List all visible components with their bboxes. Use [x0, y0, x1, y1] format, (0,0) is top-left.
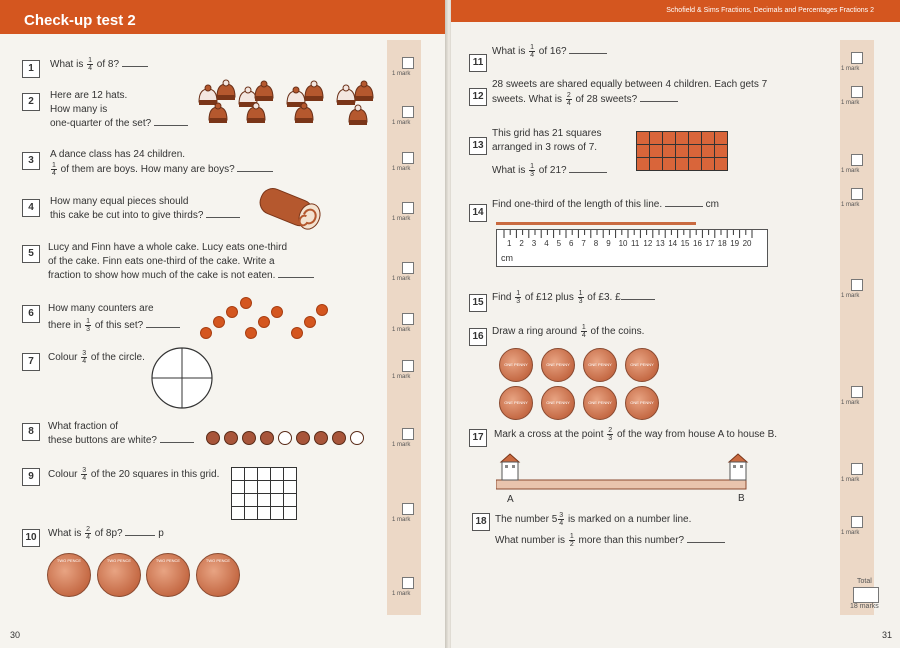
grid-square: [715, 145, 728, 158]
grid-square[interactable]: [232, 481, 245, 494]
grid-square: [637, 132, 650, 145]
ruler-number: 15: [680, 239, 690, 248]
ruler: [496, 229, 768, 267]
grid-square: [702, 158, 715, 171]
grid-square: [715, 158, 728, 171]
question-6-text: How many counters are there in $\frac{1}{3}$ of this set?: [48, 302, 180, 333]
question-11-text: What is $\frac{1}{4}$ of 16?: [492, 44, 607, 59]
mark-label: 1 mark: [392, 442, 411, 448]
ruler-number: 3: [531, 239, 537, 248]
question-5-text: Lucy and Finn have a whole cake. Lucy eats one-third of the cake. Finn eats one-third of the cake. Write a fraction to show how much of the cake is not eaten.: [48, 241, 314, 283]
coin-label: ONE PENNY: [504, 362, 528, 367]
counter: [226, 306, 238, 318]
grid-square[interactable]: [232, 494, 245, 507]
ruler-number: 19: [730, 239, 740, 248]
page-number: 31: [881, 630, 892, 640]
cake-roll-illustration: [255, 184, 327, 234]
grid-square: [676, 158, 689, 171]
grid-square[interactable]: [245, 481, 258, 494]
mark-label: 1 mark: [392, 591, 411, 597]
mark-checkbox[interactable]: [851, 86, 863, 98]
ruler-number: 4: [544, 239, 549, 248]
measure-line: [496, 222, 696, 225]
coin-label: ONE PENNY: [546, 400, 570, 405]
grid-square: [650, 145, 663, 158]
question-number: 16: [469, 328, 487, 346]
ruler-number: 7: [581, 239, 586, 248]
mark-checkbox[interactable]: [851, 463, 863, 475]
question-14-text: Find one-third of the length of this line. cm: [492, 199, 720, 210]
total-marks: 18 marks: [850, 603, 879, 610]
coin-label: ONE PENNY: [504, 400, 528, 405]
brown-button: [224, 431, 238, 445]
hats-illustration: [195, 78, 375, 130]
answer-blank[interactable]: [665, 198, 703, 207]
ruler-unit: cm: [501, 253, 513, 263]
brown-button: [242, 431, 256, 445]
answer-blank[interactable]: [206, 209, 240, 218]
grid-square: [650, 132, 663, 145]
answer-blank[interactable]: [154, 117, 188, 126]
brown-button: [296, 431, 310, 445]
hat: [337, 85, 355, 105]
question-12-text: 28 sweets are shared equally between 4 children. Each gets 7 sweets. What is $\frac{2}{4}$ of 28 sweets?: [492, 79, 768, 107]
grid-square[interactable]: [271, 507, 284, 520]
mark-label: 1 mark: [841, 400, 860, 406]
question-number: 1: [22, 60, 40, 78]
ruler-number: 9: [606, 239, 611, 248]
mark-checkbox[interactable]: [851, 279, 863, 291]
mark-label: 1 mark: [392, 166, 411, 172]
mark-checkbox[interactable]: [402, 313, 414, 325]
mark-checkbox[interactable]: [402, 428, 414, 440]
grid-square[interactable]: [271, 468, 284, 481]
grid-square[interactable]: [258, 507, 271, 520]
question-7-text: Colour $\frac{3}{4}$ of the circle.: [48, 350, 145, 365]
penny-coin[interactable]: [583, 348, 617, 382]
quartered-circle[interactable]: [150, 346, 214, 410]
grid-square[interactable]: [245, 507, 258, 520]
coin-label: ONE PENNY: [588, 400, 612, 405]
penny-coin[interactable]: [541, 348, 575, 382]
question-number: 11: [469, 54, 487, 72]
answer-blank[interactable]: [569, 164, 607, 173]
question-2-text: Here are 12 hats. How many is one-quarter of the set?: [50, 89, 188, 131]
ruler-number: 14: [668, 239, 678, 248]
penny-coin[interactable]: [499, 348, 533, 382]
mark-label: 1 mark: [392, 517, 411, 523]
brown-button: [260, 431, 274, 445]
question-number: 18: [472, 513, 490, 531]
answer-blank[interactable]: [146, 319, 180, 328]
grid-square: [715, 132, 728, 145]
grid-square[interactable]: [258, 468, 271, 481]
question-number: 8: [22, 423, 40, 441]
counter: [213, 316, 225, 328]
marks-column: [840, 40, 874, 615]
mark-checkbox[interactable]: [402, 202, 414, 214]
penny-coin[interactable]: [583, 386, 617, 420]
penny-coin[interactable]: [541, 386, 575, 420]
brown-button: [332, 431, 346, 445]
ruler-number: 17: [705, 239, 715, 248]
counter: [291, 327, 303, 339]
mark-label: 1 mark: [392, 276, 411, 282]
mark-checkbox[interactable]: [402, 503, 414, 515]
series-header: Schofield & Sims Fractions, Decimals and Percentages Fractions 2: [666, 7, 874, 14]
question-15-text: Find $\frac{1}{3}$ of £12 plus $\frac{1}{3}$ of £3. £: [492, 290, 655, 305]
question-number: 2: [22, 93, 40, 111]
mark-label: 1 mark: [392, 216, 411, 222]
penny-coin[interactable]: [499, 386, 533, 420]
question-number: 14: [469, 204, 487, 222]
total-box[interactable]: [853, 587, 879, 603]
mark-checkbox[interactable]: [402, 106, 414, 118]
answer-blank[interactable]: [125, 527, 155, 536]
mark-label: 1 mark: [841, 293, 860, 299]
ruler-number: 10: [618, 239, 628, 248]
answer-blank[interactable]: [122, 58, 148, 67]
grid-square: [676, 145, 689, 158]
counter: [304, 316, 316, 328]
mark-label: 1 mark: [841, 66, 860, 72]
grid-square: [637, 145, 650, 158]
ruler-number: 12: [643, 239, 653, 248]
grid-square[interactable]: [245, 494, 258, 507]
coin-label: ONE PENNY: [630, 362, 654, 367]
mark-checkbox[interactable]: [402, 57, 414, 69]
grid-square[interactable]: [284, 468, 297, 481]
grid-square: [702, 132, 715, 145]
mark-label: 1 mark: [841, 202, 860, 208]
question-number: 17: [469, 429, 487, 447]
house-a-label: A: [507, 494, 514, 505]
right-page: [451, 0, 900, 648]
question-number: 6: [22, 305, 40, 323]
two-pence-coin: TWO PENCE: [196, 553, 240, 597]
mark-checkbox[interactable]: [851, 52, 863, 64]
white-button: [278, 431, 292, 445]
hat: [255, 81, 273, 101]
grid-square: [650, 158, 663, 171]
penny-coin[interactable]: [625, 386, 659, 420]
grid-square: [676, 132, 689, 145]
grid-square[interactable]: [271, 481, 284, 494]
mark-label: 1 mark: [392, 327, 411, 333]
answer-blank[interactable]: [160, 434, 194, 443]
mark-checkbox[interactable]: [851, 386, 863, 398]
two-pence-coin: TWO PENCE: [146, 553, 190, 597]
answer-blank[interactable]: [640, 93, 678, 102]
mark-label: 1 mark: [841, 530, 860, 536]
question-4-text: How many equal pieces should this cake be cut into to give thirds?: [50, 195, 240, 223]
question-number: 13: [469, 137, 487, 155]
question-9-text: Colour $\frac{3}{4}$ of the 20 squares in this grid.: [48, 467, 220, 482]
answer-blank[interactable]: [621, 291, 655, 300]
question-18-text: The number 5 $\frac{3}{4}$ is marked on a number line. What number is $\frac{1}{2}$ more than this number?: [495, 512, 725, 548]
ruler-number: 5: [556, 239, 562, 248]
mark-label: 1 mark: [841, 168, 860, 174]
answer-blank[interactable]: [687, 534, 725, 543]
counter: [258, 316, 270, 328]
ruler-number: 1: [507, 239, 512, 248]
grid-square: [689, 132, 702, 145]
grid-square: [663, 145, 676, 158]
question-3-text: A dance class has 24 children. $\frac{1}{4}$ of them are boys. How many are boys?: [50, 148, 273, 177]
hat: [209, 103, 227, 123]
ruler-number: 16: [693, 239, 702, 248]
question-number: 3: [22, 152, 40, 170]
mark-checkbox[interactable]: [851, 516, 863, 528]
grid-square[interactable]: [284, 481, 297, 494]
ruler-number: 8: [593, 239, 599, 248]
grid-square: [702, 145, 715, 158]
mark-label: 1 mark: [392, 374, 411, 380]
answer-blank[interactable]: [569, 45, 607, 54]
page-title: Check-up test 2: [24, 12, 136, 29]
mark-checkbox[interactable]: [851, 188, 863, 200]
question-1-text: What is $\frac{1}{4}$ of 8?: [50, 57, 148, 72]
white-button: [350, 431, 364, 445]
mark-label: 1 mark: [841, 477, 860, 483]
question-10-text: What is $\frac{2}{4}$ of 8p? p: [48, 526, 164, 541]
hat: [199, 85, 217, 105]
hat: [305, 81, 323, 101]
mark-label: 1 mark: [841, 100, 860, 106]
question-16-text: Draw a ring around $\frac{1}{4}$ of the coins.: [492, 324, 645, 339]
left-page: [0, 0, 447, 648]
coin-label: ONE PENNY: [630, 400, 654, 405]
grid-square[interactable]: [258, 481, 271, 494]
counter: [245, 327, 257, 339]
ruler-number: 2: [519, 239, 524, 248]
answer-blank[interactable]: [278, 269, 314, 278]
page-number: 30: [10, 630, 21, 640]
penny-coin[interactable]: [625, 348, 659, 382]
ruler-number: 6: [569, 239, 574, 248]
grid-square[interactable]: [271, 494, 284, 507]
brown-button: [314, 431, 328, 445]
hat: [349, 105, 367, 125]
hat: [217, 80, 235, 100]
mark-checkbox[interactable]: [402, 360, 414, 372]
ruler-number: 18: [717, 239, 727, 248]
two-pence-coin: TWO PENCE: [47, 553, 91, 597]
question-number: 7: [22, 353, 40, 371]
coin-label: ONE PENNY: [546, 362, 570, 367]
total-label: Total: [857, 578, 872, 585]
house-b-label: B: [738, 493, 745, 504]
grid-square: [689, 145, 702, 158]
counter: [271, 306, 283, 318]
grid-square: [663, 158, 676, 171]
houses-line[interactable]: [496, 450, 756, 500]
squares-grid-20[interactable]: [231, 467, 297, 520]
ruler-number: 20: [742, 239, 752, 248]
grid-square[interactable]: [232, 507, 245, 520]
grid-square[interactable]: [258, 494, 271, 507]
brown-button: [206, 431, 220, 445]
grid-square: [637, 158, 650, 171]
question-number: 10: [22, 529, 40, 547]
ruler-number: 13: [655, 239, 665, 248]
counter: [200, 327, 212, 339]
grid-square: [663, 132, 676, 145]
mark-checkbox[interactable]: [402, 152, 414, 164]
grid-square: [689, 158, 702, 171]
mark-checkbox[interactable]: [402, 577, 414, 589]
question-number: 5: [22, 245, 40, 263]
coin-label: ONE PENNY: [588, 362, 612, 367]
mark-checkbox[interactable]: [402, 262, 414, 274]
grid-square[interactable]: [284, 494, 297, 507]
counter: [240, 297, 252, 309]
question-number: 15: [469, 294, 487, 312]
mark-checkbox[interactable]: [851, 154, 863, 166]
question-8-text: What fraction of these buttons are white?: [48, 420, 194, 448]
question-13-text: This grid has 21 squares arranged in 3 rows of 7. What is $\frac{1}{3}$ of 21?: [492, 127, 607, 178]
hat: [355, 81, 373, 101]
grid-square[interactable]: [232, 468, 245, 481]
grid-square[interactable]: [284, 507, 297, 520]
ruler-number: 11: [631, 239, 640, 248]
question-number: 12: [469, 88, 487, 106]
two-pence-coin: TWO PENCE: [97, 553, 141, 597]
mark-label: 1 mark: [392, 71, 411, 77]
mark-label: 1 mark: [392, 120, 411, 126]
question-number: 9: [22, 468, 40, 486]
grid-square[interactable]: [245, 468, 258, 481]
counter: [316, 304, 328, 316]
squares-grid-21: [636, 131, 728, 171]
answer-blank[interactable]: [237, 163, 273, 172]
question-number: 4: [22, 199, 40, 217]
question-17-text: Mark a cross at the point $\frac{2}{3}$ of the way from house A to house B.: [494, 427, 778, 442]
